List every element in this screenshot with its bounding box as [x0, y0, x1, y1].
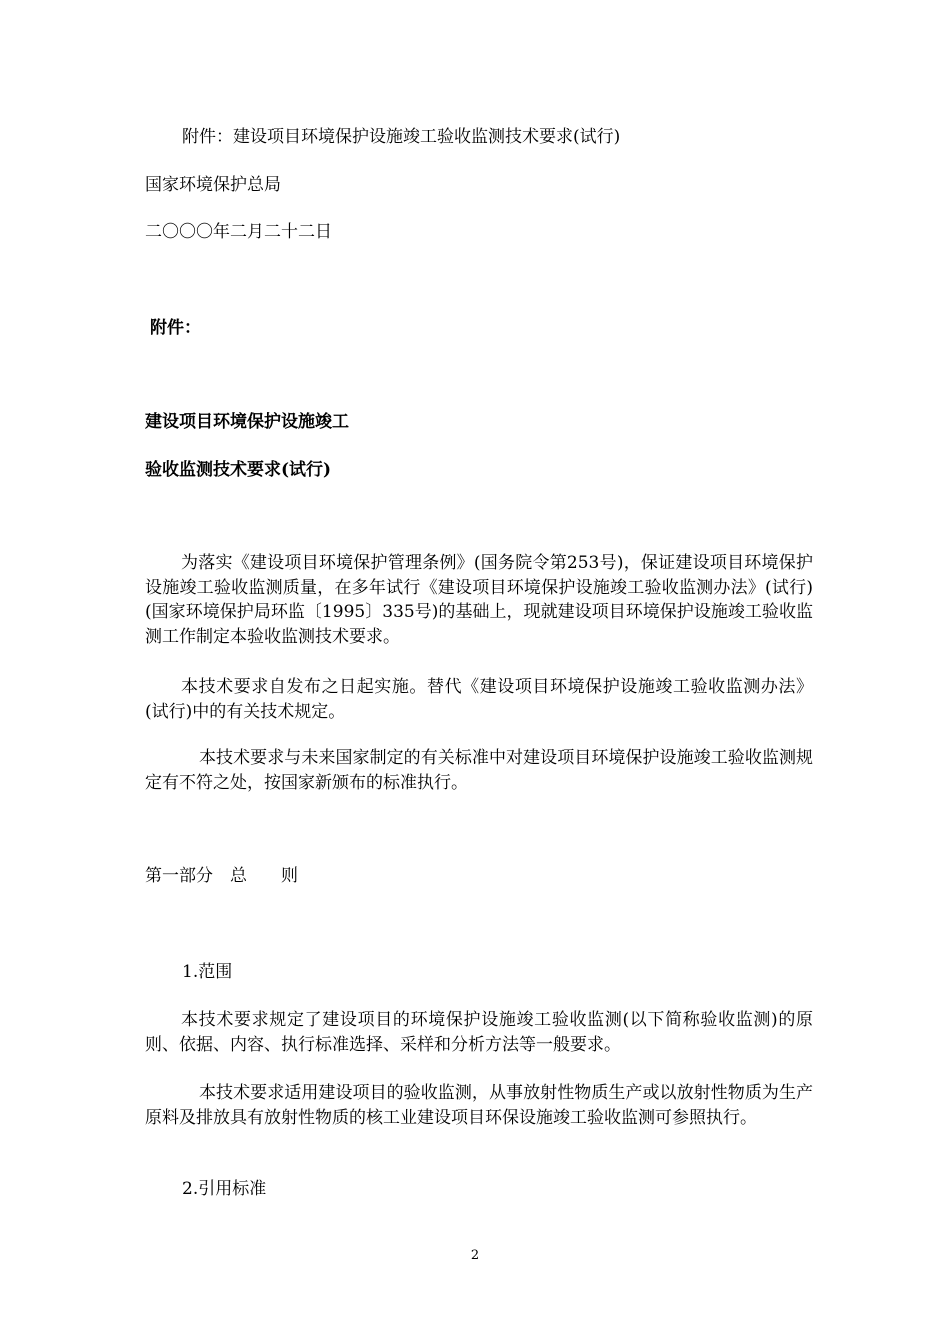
date-line: 二〇〇〇年二月二十二日: [145, 222, 332, 242]
attachment-reference-line: 附件：建设项目环境保护设施竣工验收监测技术要求(试行): [182, 127, 621, 147]
section-1-heading: 1.范围: [182, 962, 233, 982]
section-2-heading: 2.引用标准: [182, 1179, 267, 1199]
title-line-1: 建设项目环境保护设施竣工: [145, 412, 349, 432]
page-number: 2: [470, 1248, 480, 1263]
preamble-paragraph-3: 本技术要求与未来国家制定的有关标准中对建设项目环境保护设施竣工验收监测规定有不符之处，按国家新颁布的标准执行。: [145, 748, 813, 793]
section-1-paragraph-1: 本技术要求规定了建设项目的环境保护设施竣工验收监测(以下简称验收监测)的原则、依据、内容、执行标准选择、采样和分析方法等一般要求。: [145, 1010, 813, 1055]
preamble-paragraph-2: 本技术要求自发布之日起实施。替代《建设项目环境保护设施竣工验收监测办法》(试行)中的有关技术规定。: [145, 677, 813, 722]
attachment-label: 附件：: [150, 318, 201, 338]
section-1-paragraph-2: 本技术要求适用建设项目的验收监测，从事放射性物质生产或以放射性物质为生产原料及排放具有放射性物质的核工业建设项目环保设施竣工验收监测可参照执行。: [145, 1083, 813, 1128]
preamble-paragraph-1: 为落实《建设项目环境保护管理条例》(国务院令第253号)，保证建设项目环境保护设施竣工验收监测质量，在多年试行《建设项目环境保护设施竣工验收监测办法》(试行)(国家环境保护局环监〔1995〕335号)的基础上，现就建设项目环境保护设施竣工验收监测工作制定本验收监测技术要求。: [145, 553, 813, 647]
issuer-line: 国家环境保护总局: [145, 175, 281, 195]
title-line-2: 验收监测技术要求(试行): [145, 460, 332, 480]
part-heading: 第一部分 总 则: [145, 866, 298, 886]
